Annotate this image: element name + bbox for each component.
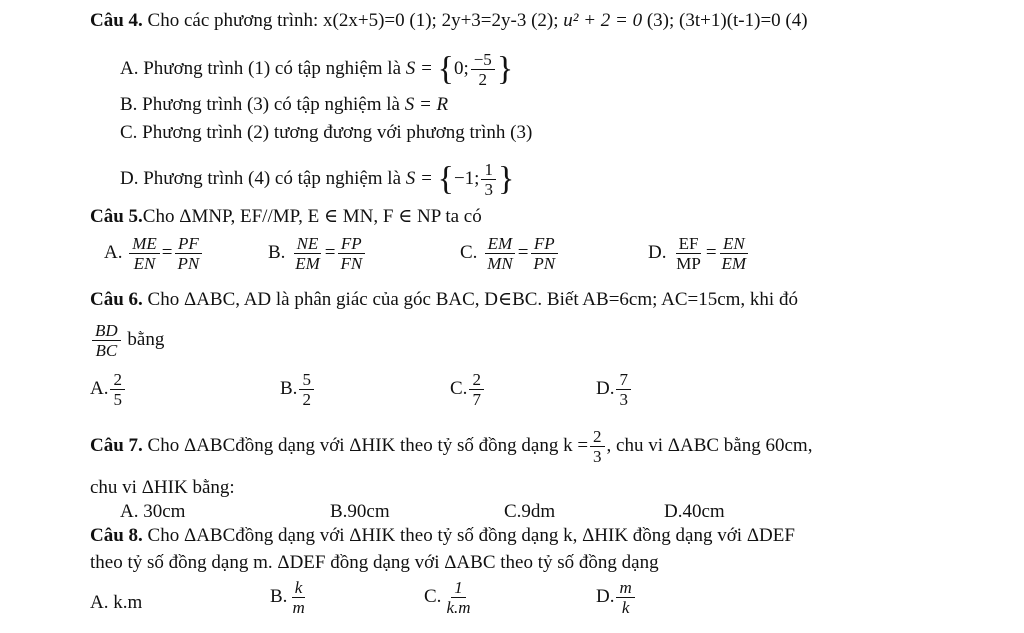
fraction-denominator: 5 <box>113 390 122 409</box>
left-brace: { <box>437 50 454 88</box>
option-letter: D. <box>648 241 667 263</box>
q6-option-c <box>450 370 486 409</box>
q8-option-c <box>424 578 476 617</box>
fraction-denominator: 3 <box>619 390 628 409</box>
fraction-numerator: −5 <box>471 50 495 70</box>
fraction-numerator: BD <box>92 321 121 341</box>
option-letter: C. <box>460 241 478 263</box>
option-letter: B. <box>280 377 298 399</box>
left-brace: { <box>437 160 454 198</box>
fraction-denominator: EM <box>295 254 320 273</box>
q7-line2-text: chu vi ΔHIK bằng: <box>90 477 235 498</box>
q7-option-d: D.40cm <box>664 501 725 522</box>
q6-stem: Cho ΔABC, AD là phân giác của góc BAC, D∈BC. Biết AB=6cm; AC=15cm, khi đó <box>147 289 798 310</box>
q5-option-b: B. $\frac{NE}{EM}$ = $\frac{FP}{FN}$ <box>268 234 367 273</box>
q4-stem-line <box>90 10 808 32</box>
q8-option-b <box>270 578 310 617</box>
fraction-numerator: 1 <box>481 160 496 180</box>
q7-option-c: C.9dm <box>504 501 556 522</box>
fraction-numerator: 7 <box>616 370 631 390</box>
fraction-numerator: 2 <box>110 370 125 390</box>
fraction-denominator: 2 <box>478 70 488 89</box>
option-letter: B. <box>270 585 288 607</box>
q4-option-a-set-label: S = <box>405 57 433 79</box>
q7-line2 <box>90 477 235 499</box>
fraction-numerator: PF <box>175 234 202 254</box>
fraction-denominator: k <box>621 598 630 617</box>
q4-eq4: (3t+1)(t-1)=0 (4) <box>679 10 808 31</box>
q6-fraction <box>92 321 121 360</box>
q4-label: Câu 4. <box>90 10 143 31</box>
q4-option-b-text: B. Phương trình (3) có tập nghiệm là <box>120 94 400 115</box>
fraction-numerator: 1 <box>451 578 466 598</box>
q6-label: Câu 6. <box>90 289 143 310</box>
q4-option-c <box>120 122 532 144</box>
q4-option-a-text: A. Phương trình (1) có tập nghiệm là <box>120 57 402 79</box>
fraction-numerator: k <box>292 578 306 598</box>
fraction-denominator: EM <box>721 254 747 273</box>
q4-option-d <box>120 160 514 199</box>
fraction-denominator: MP <box>676 254 701 273</box>
q4-option-d-set-label: S = <box>405 167 433 189</box>
q6-fraction-line <box>90 318 164 362</box>
q7-label: Câu 7. <box>90 435 143 456</box>
fraction-numerator: EF <box>676 234 702 254</box>
q4-option-b-set: S = R <box>404 94 449 115</box>
fraction-numerator: 2 <box>469 370 484 390</box>
fraction-numerator: 5 <box>299 370 314 390</box>
fraction-denominator: 2 <box>302 390 311 409</box>
q7-stem-line <box>90 424 812 468</box>
fraction-denominator: 3 <box>593 447 602 467</box>
q7-option-a: A. 30cm <box>120 501 186 522</box>
option-letter: A. <box>104 241 123 263</box>
q6-option-a <box>90 370 127 409</box>
q8-line1-text: Cho ΔABCđồng dạng với ΔHIK theo tỷ số đồng dạng k, ΔHIK đồng dạng với ΔDEF <box>147 525 795 546</box>
q4-option-a <box>120 50 513 89</box>
q4-option-d-set-first: −1; <box>453 167 480 189</box>
q6-stem-line <box>90 289 798 311</box>
q4-option-b <box>120 94 448 116</box>
q8-option-d <box>596 578 637 617</box>
right-brace: } <box>497 160 515 198</box>
q4-option-d-text: D. Phương trình (4) có tập nghiệm là <box>120 167 402 189</box>
q5-option-d: D. $\frac{EF}{MP}$ = $\frac{EN}{EM}$ <box>648 234 751 273</box>
q8-option-a: A. k.m <box>90 592 143 613</box>
option-letter: D. <box>596 377 615 399</box>
fraction-numerator: ME <box>129 234 160 254</box>
q4-eq1: x(2x+5)=0 (1); <box>323 10 437 31</box>
fraction-numerator: m <box>616 578 634 598</box>
fraction-numerator: EN <box>720 234 748 254</box>
option-letter: A. <box>90 377 109 399</box>
option-letter: C. <box>450 377 468 399</box>
q4-eq2: 2y+3=2y-3 (2); <box>441 10 559 31</box>
q4-option-a-fraction <box>471 50 495 89</box>
q7-k-fraction <box>590 427 605 466</box>
q7-stem-a: Cho ΔABCđồng dạng với ΔHIK theo tỷ số đồng dạng k = <box>147 435 589 456</box>
q5-option-a: A. $\frac{ME}{EN}$ = $\frac{PF}{PN}$ <box>104 234 204 273</box>
option-letter: D. <box>596 585 615 607</box>
q5-label: Câu 5. <box>90 206 143 227</box>
option-letter: C. <box>424 585 442 607</box>
fraction-numerator: FP <box>531 234 558 254</box>
q7-option-b: B.90cm <box>330 501 390 522</box>
fraction-denominator: PN <box>533 254 556 273</box>
q4-eq3: u² + 2 = 0 <box>563 10 643 31</box>
fraction-numerator: FP <box>338 234 365 254</box>
fraction-numerator: NE <box>294 234 322 254</box>
q7-stem-b: , chu vi ΔABC bằng 60cm, <box>606 435 813 456</box>
fraction-denominator: 7 <box>472 390 481 409</box>
q4-stem: Cho các phương trình: <box>147 10 319 31</box>
q6-tail: bằng <box>127 329 165 350</box>
fraction-numerator: 2 <box>590 427 605 447</box>
q6-option-b <box>280 370 316 409</box>
q4-option-a-set-first: 0; <box>453 57 469 79</box>
q8-label: Câu 8. <box>90 525 143 546</box>
q4-option-c-text: C. Phương trình (2) tương đương với phương trình (3) <box>120 122 533 143</box>
q8-line1 <box>90 525 795 547</box>
fraction-denominator: m <box>292 598 305 617</box>
fraction-denominator: PN <box>177 254 200 273</box>
q5-stem-line <box>90 206 482 228</box>
fraction-denominator: FN <box>340 254 363 273</box>
fraction-denominator: k.m <box>446 598 471 617</box>
q4-eq3-num: (3); <box>646 10 675 31</box>
fraction-denominator: 3 <box>484 180 493 199</box>
q8-line2 <box>90 552 659 574</box>
fraction-denominator: EN <box>133 254 156 273</box>
q8-line2-text: theo tỷ số đồng dạng m. ΔDEF đồng dạng với ΔABC theo tỷ số đồng dạng <box>90 552 659 573</box>
fraction-denominator: BC <box>95 341 118 361</box>
option-letter: B. <box>268 241 286 263</box>
q6-option-d <box>596 370 633 409</box>
q5-option-c: C. $\frac{EM}{MN}$ = $\frac{FP}{PN}$ <box>460 234 560 273</box>
q5-stem: Cho ΔMNP, EF//MP, E ∈ MN, F ∈ NP ta có <box>142 206 482 227</box>
q4-option-d-fraction <box>481 160 496 199</box>
fraction-denominator: MN <box>487 254 513 273</box>
right-brace: } <box>496 50 514 88</box>
fraction-numerator: EM <box>485 234 516 254</box>
